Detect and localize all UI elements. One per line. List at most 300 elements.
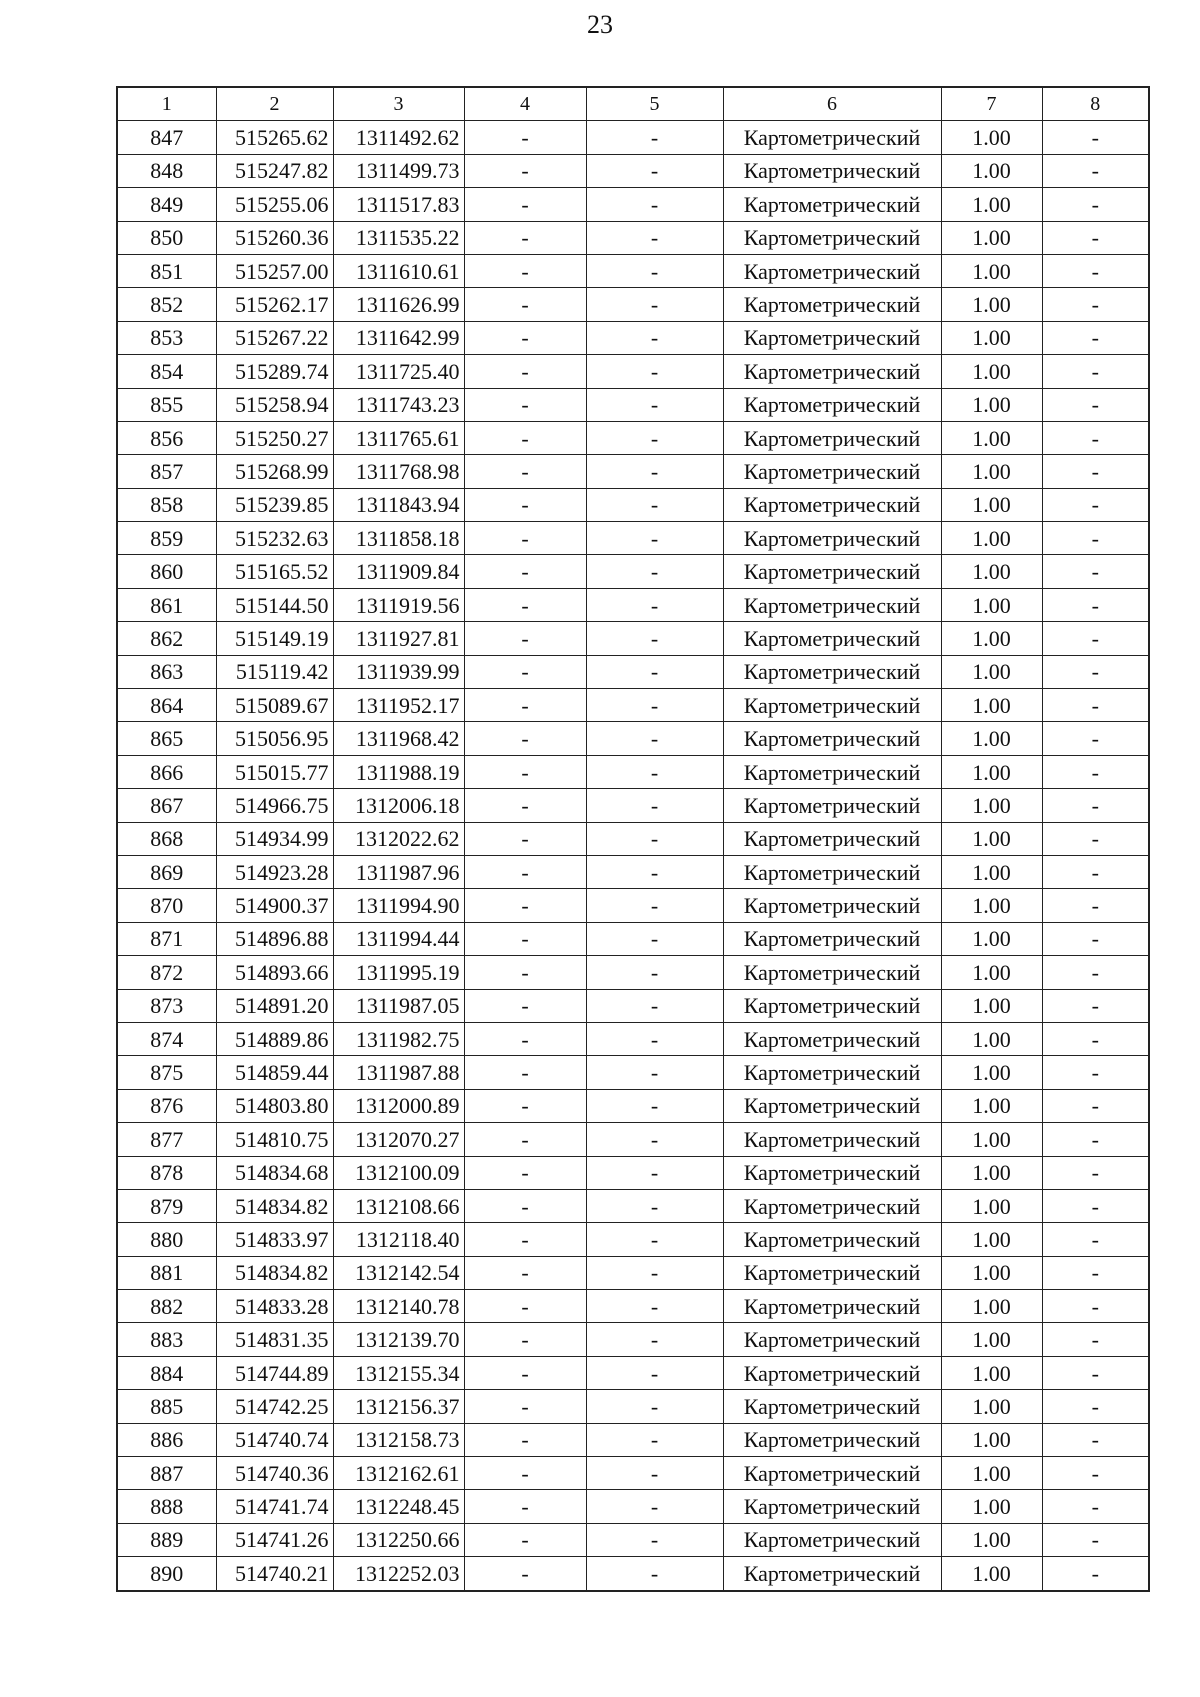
method-cell: Картометрический [723, 1123, 941, 1156]
col5-cell: - [586, 989, 723, 1022]
y-coordinate-cell: 1312162.61 [333, 1457, 464, 1490]
col5-cell: - [586, 555, 723, 588]
x-coordinate-cell: 514742.25 [216, 1390, 333, 1423]
x-coordinate-cell: 514810.75 [216, 1123, 333, 1156]
table-row [117, 1056, 1149, 1089]
table-row [117, 421, 1149, 454]
table-row [117, 1223, 1149, 1256]
accuracy-cell: 1.00 [941, 1457, 1042, 1490]
table-row [117, 488, 1149, 521]
point-number-cell: 886 [117, 1423, 216, 1456]
method-cell: Картометрический [723, 488, 941, 521]
method-cell: Картометрический [723, 989, 941, 1022]
y-coordinate-cell: 1311994.44 [333, 922, 464, 955]
accuracy-cell: 1.00 [941, 789, 1042, 822]
accuracy-cell: 1.00 [941, 321, 1042, 354]
col8-cell: - [1042, 1423, 1149, 1456]
table-row [117, 1256, 1149, 1289]
table-row [117, 1523, 1149, 1556]
table-row [117, 288, 1149, 321]
x-coordinate-cell: 514923.28 [216, 855, 333, 888]
y-coordinate-cell: 1312140.78 [333, 1290, 464, 1323]
point-number-cell: 852 [117, 288, 216, 321]
point-number-cell: 867 [117, 789, 216, 822]
col5-cell: - [586, 455, 723, 488]
col5-cell: - [586, 522, 723, 555]
coordinates-table [116, 86, 1150, 1592]
table-row [117, 1156, 1149, 1189]
col5-cell: - [586, 121, 723, 154]
method-cell: Картометрический [723, 755, 941, 788]
col8-cell: - [1042, 1457, 1149, 1490]
x-coordinate-cell: 514934.99 [216, 822, 333, 855]
col4-cell: - [464, 789, 586, 822]
x-coordinate-cell: 515268.99 [216, 455, 333, 488]
y-coordinate-cell: 1311725.40 [333, 355, 464, 388]
x-coordinate-cell: 515239.85 [216, 488, 333, 521]
accuracy-cell: 1.00 [941, 1290, 1042, 1323]
y-coordinate-cell: 1311765.61 [333, 421, 464, 454]
method-cell: Картометрический [723, 288, 941, 321]
col5-cell: - [586, 1356, 723, 1389]
col4-cell: - [464, 1056, 586, 1089]
point-number-cell: 851 [117, 254, 216, 287]
col8-cell: - [1042, 822, 1149, 855]
method-cell: Картометрический [723, 421, 941, 454]
table-row [117, 321, 1149, 354]
col4-cell: - [464, 889, 586, 922]
accuracy-cell: 1.00 [941, 388, 1042, 421]
x-coordinate-cell: 515289.74 [216, 355, 333, 388]
y-coordinate-cell: 1311843.94 [333, 488, 464, 521]
col8-cell: - [1042, 1022, 1149, 1055]
col5-cell: - [586, 1022, 723, 1055]
accuracy-cell: 1.00 [941, 555, 1042, 588]
y-coordinate-cell: 1312158.73 [333, 1423, 464, 1456]
table-row [117, 154, 1149, 187]
col8-cell: - [1042, 922, 1149, 955]
col5-cell: - [586, 822, 723, 855]
table-row [117, 689, 1149, 722]
column-header: 8 [1042, 87, 1149, 121]
x-coordinate-cell: 514744.89 [216, 1356, 333, 1389]
col5-cell: - [586, 321, 723, 354]
col5-cell: - [586, 855, 723, 888]
point-number-cell: 868 [117, 822, 216, 855]
point-number-cell: 856 [117, 421, 216, 454]
col5-cell: - [586, 655, 723, 688]
column-header: 7 [941, 87, 1042, 121]
point-number-cell: 859 [117, 522, 216, 555]
y-coordinate-cell: 1311987.96 [333, 855, 464, 888]
x-coordinate-cell: 515255.06 [216, 188, 333, 221]
table-row [117, 388, 1149, 421]
col5-cell: - [586, 1290, 723, 1323]
accuracy-cell: 1.00 [941, 488, 1042, 521]
col5-cell: - [586, 221, 723, 254]
col8-cell: - [1042, 321, 1149, 354]
table-row [117, 855, 1149, 888]
table-row [117, 455, 1149, 488]
x-coordinate-cell: 514834.82 [216, 1256, 333, 1289]
col4-cell: - [464, 421, 586, 454]
col4-cell: - [464, 1189, 586, 1222]
point-number-cell: 885 [117, 1390, 216, 1423]
method-cell: Картометрический [723, 1256, 941, 1289]
col8-cell: - [1042, 1523, 1149, 1556]
col4-cell: - [464, 755, 586, 788]
col5-cell: - [586, 588, 723, 621]
method-cell: Картометрический [723, 1490, 941, 1523]
point-number-cell: 887 [117, 1457, 216, 1490]
method-cell: Картометрический [723, 1189, 941, 1222]
accuracy-cell: 1.00 [941, 221, 1042, 254]
table-row [117, 956, 1149, 989]
y-coordinate-cell: 1312022.62 [333, 822, 464, 855]
point-number-cell: 878 [117, 1156, 216, 1189]
col4-cell: - [464, 1323, 586, 1356]
y-coordinate-cell: 1311968.42 [333, 722, 464, 755]
accuracy-cell: 1.00 [941, 1223, 1042, 1256]
y-coordinate-cell: 1312139.70 [333, 1323, 464, 1356]
point-number-cell: 865 [117, 722, 216, 755]
col8-cell: - [1042, 288, 1149, 321]
table-row [117, 254, 1149, 287]
x-coordinate-cell: 514896.88 [216, 922, 333, 955]
col5-cell: - [586, 1523, 723, 1556]
col5-cell: - [586, 1223, 723, 1256]
y-coordinate-cell: 1312108.66 [333, 1189, 464, 1222]
x-coordinate-cell: 514966.75 [216, 789, 333, 822]
col5-cell: - [586, 889, 723, 922]
x-coordinate-cell: 515149.19 [216, 622, 333, 655]
col4-cell: - [464, 1523, 586, 1556]
point-number-cell: 874 [117, 1022, 216, 1055]
y-coordinate-cell: 1311927.81 [333, 622, 464, 655]
y-coordinate-cell: 1311909.84 [333, 555, 464, 588]
y-coordinate-cell: 1311994.90 [333, 889, 464, 922]
point-number-cell: 888 [117, 1490, 216, 1523]
accuracy-cell: 1.00 [941, 188, 1042, 221]
y-coordinate-cell: 1312070.27 [333, 1123, 464, 1156]
col8-cell: - [1042, 1490, 1149, 1523]
col8-cell: - [1042, 1089, 1149, 1122]
accuracy-cell: 1.00 [941, 855, 1042, 888]
x-coordinate-cell: 514889.86 [216, 1022, 333, 1055]
method-cell: Картометрический [723, 789, 941, 822]
method-cell: Картометрический [723, 1457, 941, 1490]
table-row [117, 1457, 1149, 1490]
col4-cell: - [464, 1156, 586, 1189]
col8-cell: - [1042, 355, 1149, 388]
col4-cell: - [464, 488, 586, 521]
x-coordinate-cell: 514740.74 [216, 1423, 333, 1456]
point-number-cell: 889 [117, 1523, 216, 1556]
accuracy-cell: 1.00 [941, 1056, 1042, 1089]
col5-cell: - [586, 1156, 723, 1189]
accuracy-cell: 1.00 [941, 455, 1042, 488]
col8-cell: - [1042, 622, 1149, 655]
accuracy-cell: 1.00 [941, 1423, 1042, 1456]
point-number-cell: 862 [117, 622, 216, 655]
accuracy-cell: 1.00 [941, 922, 1042, 955]
column-header: 5 [586, 87, 723, 121]
col5-cell: - [586, 188, 723, 221]
col5-cell: - [586, 722, 723, 755]
x-coordinate-cell: 515119.42 [216, 655, 333, 688]
x-coordinate-cell: 515144.50 [216, 588, 333, 621]
col8-cell: - [1042, 488, 1149, 521]
table-row [117, 1423, 1149, 1456]
col5-cell: - [586, 421, 723, 454]
col5-cell: - [586, 154, 723, 187]
x-coordinate-cell: 515165.52 [216, 555, 333, 588]
table-row [117, 755, 1149, 788]
method-cell: Картометрический [723, 355, 941, 388]
col4-cell: - [464, 689, 586, 722]
accuracy-cell: 1.00 [941, 889, 1042, 922]
method-cell: Картометрический [723, 655, 941, 688]
x-coordinate-cell: 515265.62 [216, 121, 333, 154]
method-cell: Картометрический [723, 1089, 941, 1122]
col8-cell: - [1042, 989, 1149, 1022]
point-number-cell: 869 [117, 855, 216, 888]
accuracy-cell: 1.00 [941, 1356, 1042, 1389]
col4-cell: - [464, 121, 586, 154]
column-header: 6 [723, 87, 941, 121]
col4-cell: - [464, 355, 586, 388]
x-coordinate-cell: 515250.27 [216, 421, 333, 454]
col4-cell: - [464, 221, 586, 254]
method-cell: Картометрический [723, 1156, 941, 1189]
col5-cell: - [586, 355, 723, 388]
y-coordinate-cell: 1312118.40 [333, 1223, 464, 1256]
accuracy-cell: 1.00 [941, 421, 1042, 454]
accuracy-cell: 1.00 [941, 1022, 1042, 1055]
table-row [117, 922, 1149, 955]
col5-cell: - [586, 1089, 723, 1122]
y-coordinate-cell: 1311939.99 [333, 655, 464, 688]
x-coordinate-cell: 515247.82 [216, 154, 333, 187]
col8-cell: - [1042, 121, 1149, 154]
table-row [117, 555, 1149, 588]
col4-cell: - [464, 1557, 586, 1591]
point-number-cell: 877 [117, 1123, 216, 1156]
col8-cell: - [1042, 388, 1149, 421]
col5-cell: - [586, 288, 723, 321]
y-coordinate-cell: 1311610.61 [333, 254, 464, 287]
point-number-cell: 882 [117, 1290, 216, 1323]
y-coordinate-cell: 1311988.19 [333, 755, 464, 788]
y-coordinate-cell: 1311626.99 [333, 288, 464, 321]
point-number-cell: 876 [117, 1089, 216, 1122]
col8-cell: - [1042, 588, 1149, 621]
table-body [117, 121, 1149, 1591]
column-header: 2 [216, 87, 333, 121]
y-coordinate-cell: 1311517.83 [333, 188, 464, 221]
accuracy-cell: 1.00 [941, 121, 1042, 154]
col8-cell: - [1042, 522, 1149, 555]
method-cell: Картометрический [723, 622, 941, 655]
method-cell: Картометрический [723, 889, 941, 922]
accuracy-cell: 1.00 [941, 622, 1042, 655]
accuracy-cell: 1.00 [941, 154, 1042, 187]
accuracy-cell: 1.00 [941, 288, 1042, 321]
col8-cell: - [1042, 421, 1149, 454]
col4-cell: - [464, 989, 586, 1022]
y-coordinate-cell: 1311499.73 [333, 154, 464, 187]
x-coordinate-cell: 515232.63 [216, 522, 333, 555]
table-row [117, 622, 1149, 655]
table-row [117, 822, 1149, 855]
col5-cell: - [586, 254, 723, 287]
col4-cell: - [464, 622, 586, 655]
x-coordinate-cell: 514741.74 [216, 1490, 333, 1523]
col8-cell: - [1042, 154, 1149, 187]
table-row [117, 355, 1149, 388]
col4-cell: - [464, 822, 586, 855]
col4-cell: - [464, 254, 586, 287]
col4-cell: - [464, 922, 586, 955]
table-row [117, 188, 1149, 221]
table-row [117, 655, 1149, 688]
x-coordinate-cell: 514803.80 [216, 1089, 333, 1122]
col4-cell: - [464, 522, 586, 555]
col4-cell: - [464, 1089, 586, 1122]
table-row [117, 1022, 1149, 1055]
col4-cell: - [464, 956, 586, 989]
method-cell: Картометрический [723, 855, 941, 888]
method-cell: Картометрический [723, 254, 941, 287]
y-coordinate-cell: 1312000.89 [333, 1089, 464, 1122]
y-coordinate-cell: 1311987.88 [333, 1056, 464, 1089]
point-number-cell: 861 [117, 588, 216, 621]
col8-cell: - [1042, 1290, 1149, 1323]
accuracy-cell: 1.00 [941, 254, 1042, 287]
col5-cell: - [586, 1457, 723, 1490]
accuracy-cell: 1.00 [941, 722, 1042, 755]
point-number-cell: 857 [117, 455, 216, 488]
col8-cell: - [1042, 188, 1149, 221]
col8-cell: - [1042, 221, 1149, 254]
col4-cell: - [464, 1356, 586, 1389]
table-row [117, 789, 1149, 822]
method-cell: Картометрический [723, 588, 941, 621]
y-coordinate-cell: 1312100.09 [333, 1156, 464, 1189]
point-number-cell: 853 [117, 321, 216, 354]
col5-cell: - [586, 1056, 723, 1089]
column-header: 3 [333, 87, 464, 121]
y-coordinate-cell: 1311952.17 [333, 689, 464, 722]
accuracy-cell: 1.00 [941, 989, 1042, 1022]
col5-cell: - [586, 1390, 723, 1423]
col8-cell: - [1042, 1223, 1149, 1256]
x-coordinate-cell: 514834.82 [216, 1189, 333, 1222]
col4-cell: - [464, 388, 586, 421]
accuracy-cell: 1.00 [941, 588, 1042, 621]
table-row [117, 1557, 1149, 1591]
x-coordinate-cell: 515258.94 [216, 388, 333, 421]
table-row [117, 1123, 1149, 1156]
point-number-cell: 883 [117, 1323, 216, 1356]
col8-cell: - [1042, 956, 1149, 989]
table-row [117, 1490, 1149, 1523]
point-number-cell: 854 [117, 355, 216, 388]
x-coordinate-cell: 515260.36 [216, 221, 333, 254]
y-coordinate-cell: 1311987.05 [333, 989, 464, 1022]
table-row [117, 1089, 1149, 1122]
accuracy-cell: 1.00 [941, 1523, 1042, 1556]
method-cell: Картометрический [723, 1323, 941, 1356]
method-cell: Картометрический [723, 388, 941, 421]
point-number-cell: 850 [117, 221, 216, 254]
col4-cell: - [464, 1256, 586, 1289]
table-row [117, 989, 1149, 1022]
col8-cell: - [1042, 1123, 1149, 1156]
column-header: 1 [117, 87, 216, 121]
method-cell: Картометрический [723, 1423, 941, 1456]
method-cell: Картометрический [723, 555, 941, 588]
x-coordinate-cell: 515262.17 [216, 288, 333, 321]
x-coordinate-cell: 514834.68 [216, 1156, 333, 1189]
col4-cell: - [464, 722, 586, 755]
col5-cell: - [586, 1189, 723, 1222]
accuracy-cell: 1.00 [941, 956, 1042, 989]
col5-cell: - [586, 1323, 723, 1356]
col5-cell: - [586, 1557, 723, 1591]
col5-cell: - [586, 755, 723, 788]
method-cell: Картометрический [723, 121, 941, 154]
accuracy-cell: 1.00 [941, 1390, 1042, 1423]
col5-cell: - [586, 689, 723, 722]
col4-cell: - [464, 655, 586, 688]
x-coordinate-cell: 514740.21 [216, 1557, 333, 1591]
table-row [117, 1189, 1149, 1222]
col4-cell: - [464, 1290, 586, 1323]
accuracy-cell: 1.00 [941, 1256, 1042, 1289]
col8-cell: - [1042, 555, 1149, 588]
accuracy-cell: 1.00 [941, 355, 1042, 388]
col8-cell: - [1042, 855, 1149, 888]
col8-cell: - [1042, 1390, 1149, 1423]
table-row [117, 221, 1149, 254]
col5-cell: - [586, 1256, 723, 1289]
x-coordinate-cell: 514833.97 [216, 1223, 333, 1256]
col4-cell: - [464, 588, 586, 621]
table-row [117, 588, 1149, 621]
x-coordinate-cell: 514741.26 [216, 1523, 333, 1556]
col8-cell: - [1042, 689, 1149, 722]
y-coordinate-cell: 1311982.75 [333, 1022, 464, 1055]
x-coordinate-cell: 515015.77 [216, 755, 333, 788]
accuracy-cell: 1.00 [941, 1123, 1042, 1156]
x-coordinate-cell: 514831.35 [216, 1323, 333, 1356]
x-coordinate-cell: 515056.95 [216, 722, 333, 755]
accuracy-cell: 1.00 [941, 1490, 1042, 1523]
col4-cell: - [464, 855, 586, 888]
method-cell: Картометрический [723, 221, 941, 254]
col5-cell: - [586, 388, 723, 421]
col8-cell: - [1042, 722, 1149, 755]
col4-cell: - [464, 1123, 586, 1156]
point-number-cell: 860 [117, 555, 216, 588]
col8-cell: - [1042, 755, 1149, 788]
y-coordinate-cell: 1311535.22 [333, 221, 464, 254]
col4-cell: - [464, 1223, 586, 1256]
point-number-cell: 872 [117, 956, 216, 989]
y-coordinate-cell: 1311492.62 [333, 121, 464, 154]
table-row [117, 1390, 1149, 1423]
